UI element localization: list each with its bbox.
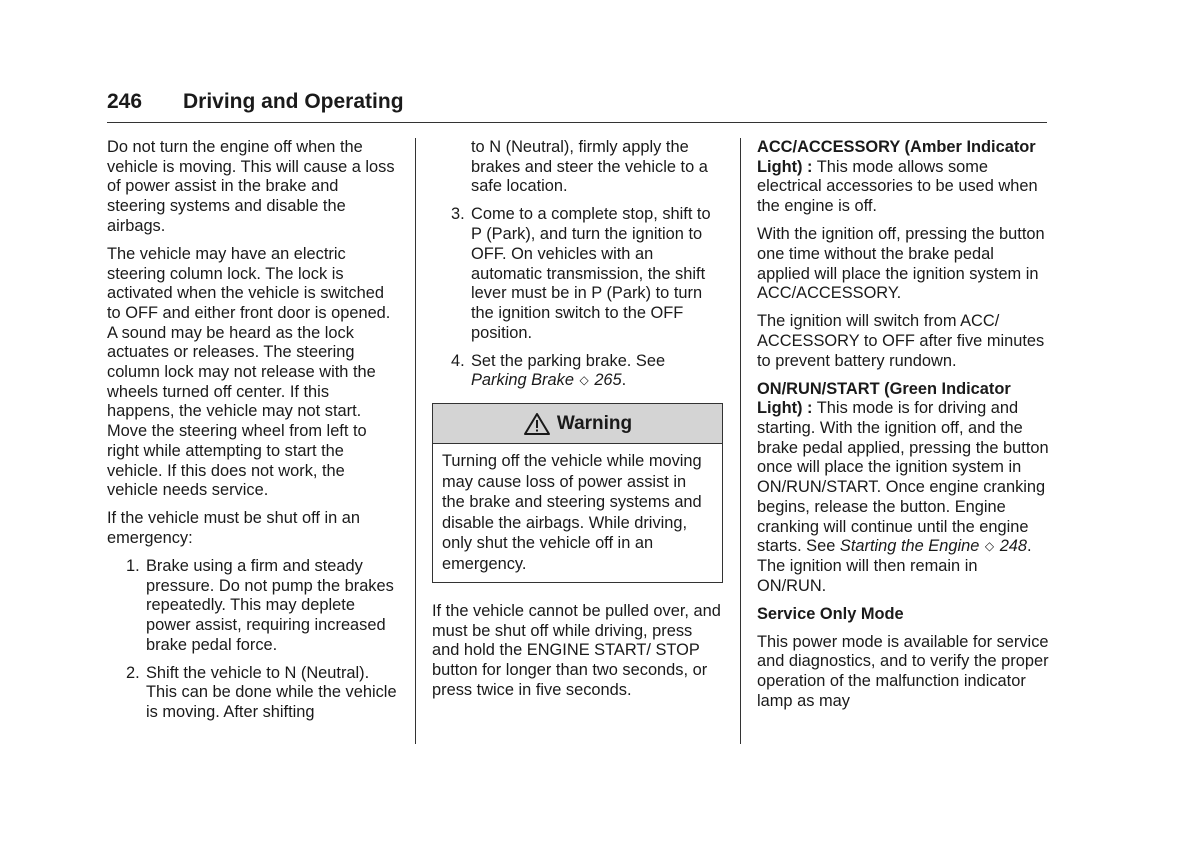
column-left (107, 138, 399, 731)
step-text: Set the parking brake. See (471, 351, 666, 370)
step-number: 4. (451, 351, 465, 370)
paragraph: With the ignition off, pressing the button one time without the brake pedal applied will place the ignition system in ACC/ACCESSORY. (757, 225, 1045, 303)
xref-page: 265 (594, 371, 622, 390)
cross-reference-link[interactable]: Parking Brake ◇ 265 (471, 371, 622, 390)
step-text: Shift the vehicle to N (Neutral). This can be done while the vehicle is moving. After shifting (146, 663, 397, 722)
warning-title: Warning (556, 412, 633, 434)
page-reference-icon: ◇ (984, 539, 995, 554)
page-reference-icon: ◇ (579, 373, 589, 388)
column-divider (740, 138, 741, 744)
paragraph: ACC/ACCESSORY (Amber Indicator Light) : This mode allows some electrical accessories to be used when the engine is off. (757, 138, 1038, 216)
xref-page: 248 (999, 537, 1028, 556)
page-header (107, 88, 1047, 124)
mode-heading: ON/RUN/START (Green Indicator Light) : (757, 379, 1011, 418)
paragraph: This power mode is available for service and diagnostics, and to verify the proper operation of the malfunction indicator lamp as may (757, 632, 1049, 710)
page-number: 246 (107, 90, 143, 113)
paragraph: ON/RUN/START (Green Indicator Light) : This mode is for driving and starting. With the ignition off, and the brake pedal applied, pressing the button once will place the ignition system in ON/RUN/START. Once engine cranking begins, release the button. Engine cranking will continue until the engine starts. See Starting the Engine ◇ 248. The ignition will then remain in ON/RUN. (757, 379, 1049, 595)
warning-header (433, 404, 722, 444)
cross-reference-link[interactable]: Starting the Engine ◇ 248 (839, 537, 1028, 556)
list-item (107, 557, 399, 656)
chapter-title: Driving and Operating (183, 90, 404, 113)
warning-box (432, 403, 723, 583)
list-item (432, 205, 724, 343)
step-text: Come to a complete stop, shift to P (Park), and turn the ignition to OFF. On vehicles with an automatic transmission, the shift lever must be in P (Park) to turn the ignition switch to the OFF position. (471, 205, 711, 342)
step-number: 3. (451, 205, 465, 224)
list-item (107, 664, 399, 723)
column-right (757, 138, 1049, 720)
step-text: Brake using a firm and steady pressure. Do not pump the brakes repeatedly. This may deplete power assist, requiring increased brake pedal force. (146, 556, 394, 654)
list-item: 4. Set the parking brake. See Parking Brake ◇ 265. (451, 351, 666, 390)
step-continuation: to N (Neutral), firmly apply the brakes and steer the vehicle to a safe location. (471, 138, 708, 196)
column-middle (432, 138, 724, 709)
paragraph: If the vehicle cannot be pulled over, and must be shut off while driving, press and hold the ENGINE START/ STOP button for longer than two seconds, or press twice in five seconds. (432, 602, 721, 699)
warning-body: Turning off the vehicle while moving may cause loss of power assist in the brake and steering systems and disable the airbags. While driving, only shut the vehicle off in an emergency. (442, 452, 702, 573)
column-divider (415, 138, 416, 744)
step-number: 2. (126, 663, 140, 682)
mode-heading: ACC/ACCESSORY (Amber Indicator Light) : (757, 138, 1036, 176)
section-heading: Service Only Mode (757, 604, 904, 623)
paragraph: If the vehicle must be shut off in an emergency: (107, 509, 360, 547)
paragraph: Do not turn the engine off when the vehicle is moving. This will cause a loss of power assist in the brake and steering systems and disable the airbags. (107, 138, 395, 235)
warning-triangle-icon (523, 412, 551, 436)
paragraph: The vehicle may have an electric steering column lock. The lock is activated when the vehicle is switched to OFF and either front door is opened. A sound may be heard as the lock actuates or releases. The steering column lock may not release with the wheels turned off center. If this happens, the vehicle may not start. Move the steering wheel from left to right while attempting to start the vehicle. If this does not work, the vehicle needs service. (107, 244, 391, 500)
step-number: 1. (126, 556, 140, 575)
header-rule (107, 122, 1047, 123)
paragraph: The ignition will switch from ACC/ ACCESSORY to OFF after five minutes to prevent battery rundown. (757, 312, 1045, 370)
